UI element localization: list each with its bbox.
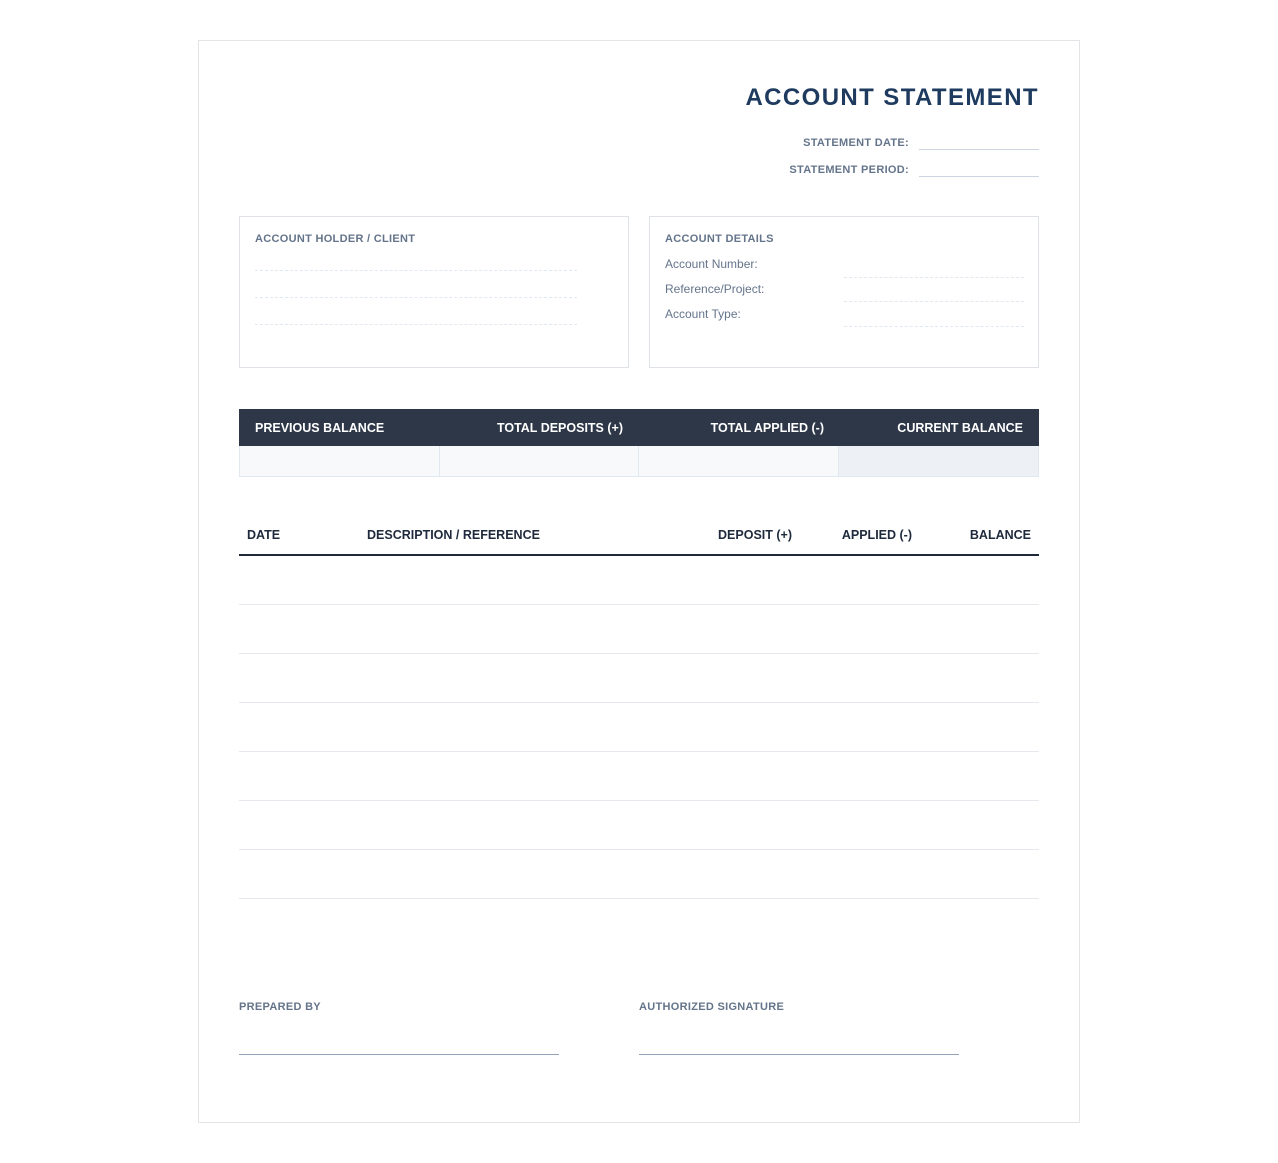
statement-period-label: STATEMENT PERIOD:: [789, 164, 909, 176]
previous-balance-cell[interactable]: [240, 446, 440, 476]
reference-project-label: Reference/Project:: [665, 282, 765, 296]
summary-values: [239, 446, 1039, 477]
prepared-by-line[interactable]: [239, 1054, 559, 1055]
column-applied: APPLIED (-): [841, 528, 912, 542]
column-deposit: DEPOSIT (+): [718, 528, 792, 542]
account-type-label: Account Type:: [665, 307, 741, 321]
prepared-by-label: PREPARED BY: [239, 1001, 321, 1013]
previous-balance-header: PREVIOUS BALANCE: [255, 420, 385, 435]
table-row[interactable]: [239, 703, 1039, 752]
table-body: [239, 556, 1039, 899]
reference-project-field[interactable]: [844, 301, 1024, 302]
total-applied-cell[interactable]: [639, 446, 839, 476]
statement-page: [198, 40, 1080, 1123]
account-details-title: ACCOUNT DETAILS: [665, 233, 774, 245]
client-line-2[interactable]: [255, 297, 577, 298]
total-deposits-cell[interactable]: [440, 446, 640, 476]
account-number-label: Account Number:: [665, 257, 758, 271]
client-line-1[interactable]: [255, 270, 577, 271]
current-balance-cell[interactable]: [839, 446, 1039, 476]
page-title: ACCOUNT STATEMENT: [745, 84, 1039, 111]
transactions-table: [239, 521, 1039, 899]
current-balance-header: CURRENT BALANCE: [897, 420, 1023, 435]
account-holder-box: [239, 216, 629, 368]
statement-period-row: [789, 160, 1039, 177]
table-row[interactable]: [239, 654, 1039, 703]
prepared-by-block: [239, 1001, 559, 1055]
statement-date-field[interactable]: [919, 133, 1039, 150]
table-row[interactable]: [239, 850, 1039, 899]
table-row[interactable]: [239, 605, 1039, 654]
total-applied-header: TOTAL APPLIED (-): [710, 420, 824, 435]
authorized-signature-label: AUTHORIZED SIGNATURE: [639, 1001, 785, 1013]
statement-date-label: STATEMENT DATE:: [803, 137, 909, 149]
authorized-signature-block: [639, 1001, 959, 1055]
table-header: [239, 521, 1039, 556]
column-balance: BALANCE: [969, 528, 1031, 542]
client-line-3[interactable]: [255, 324, 577, 325]
table-row[interactable]: [239, 556, 1039, 605]
authorized-signature-line[interactable]: [639, 1054, 959, 1055]
statement-date-row: [803, 133, 1039, 150]
account-holder-title: ACCOUNT HOLDER / CLIENT: [255, 233, 416, 245]
total-deposits-header: TOTAL DEPOSITS (+): [496, 420, 623, 435]
summary-header: [239, 409, 1039, 446]
column-date: DATE: [247, 528, 281, 542]
statement-period-field[interactable]: [919, 160, 1039, 177]
table-row[interactable]: [239, 752, 1039, 801]
table-row[interactable]: [239, 801, 1039, 850]
account-type-field[interactable]: [844, 326, 1024, 327]
column-description: DESCRIPTION / REFERENCE: [367, 528, 540, 542]
balance-summary: [239, 409, 1039, 477]
account-details-box: [649, 216, 1039, 368]
account-number-field[interactable]: [844, 277, 1024, 278]
